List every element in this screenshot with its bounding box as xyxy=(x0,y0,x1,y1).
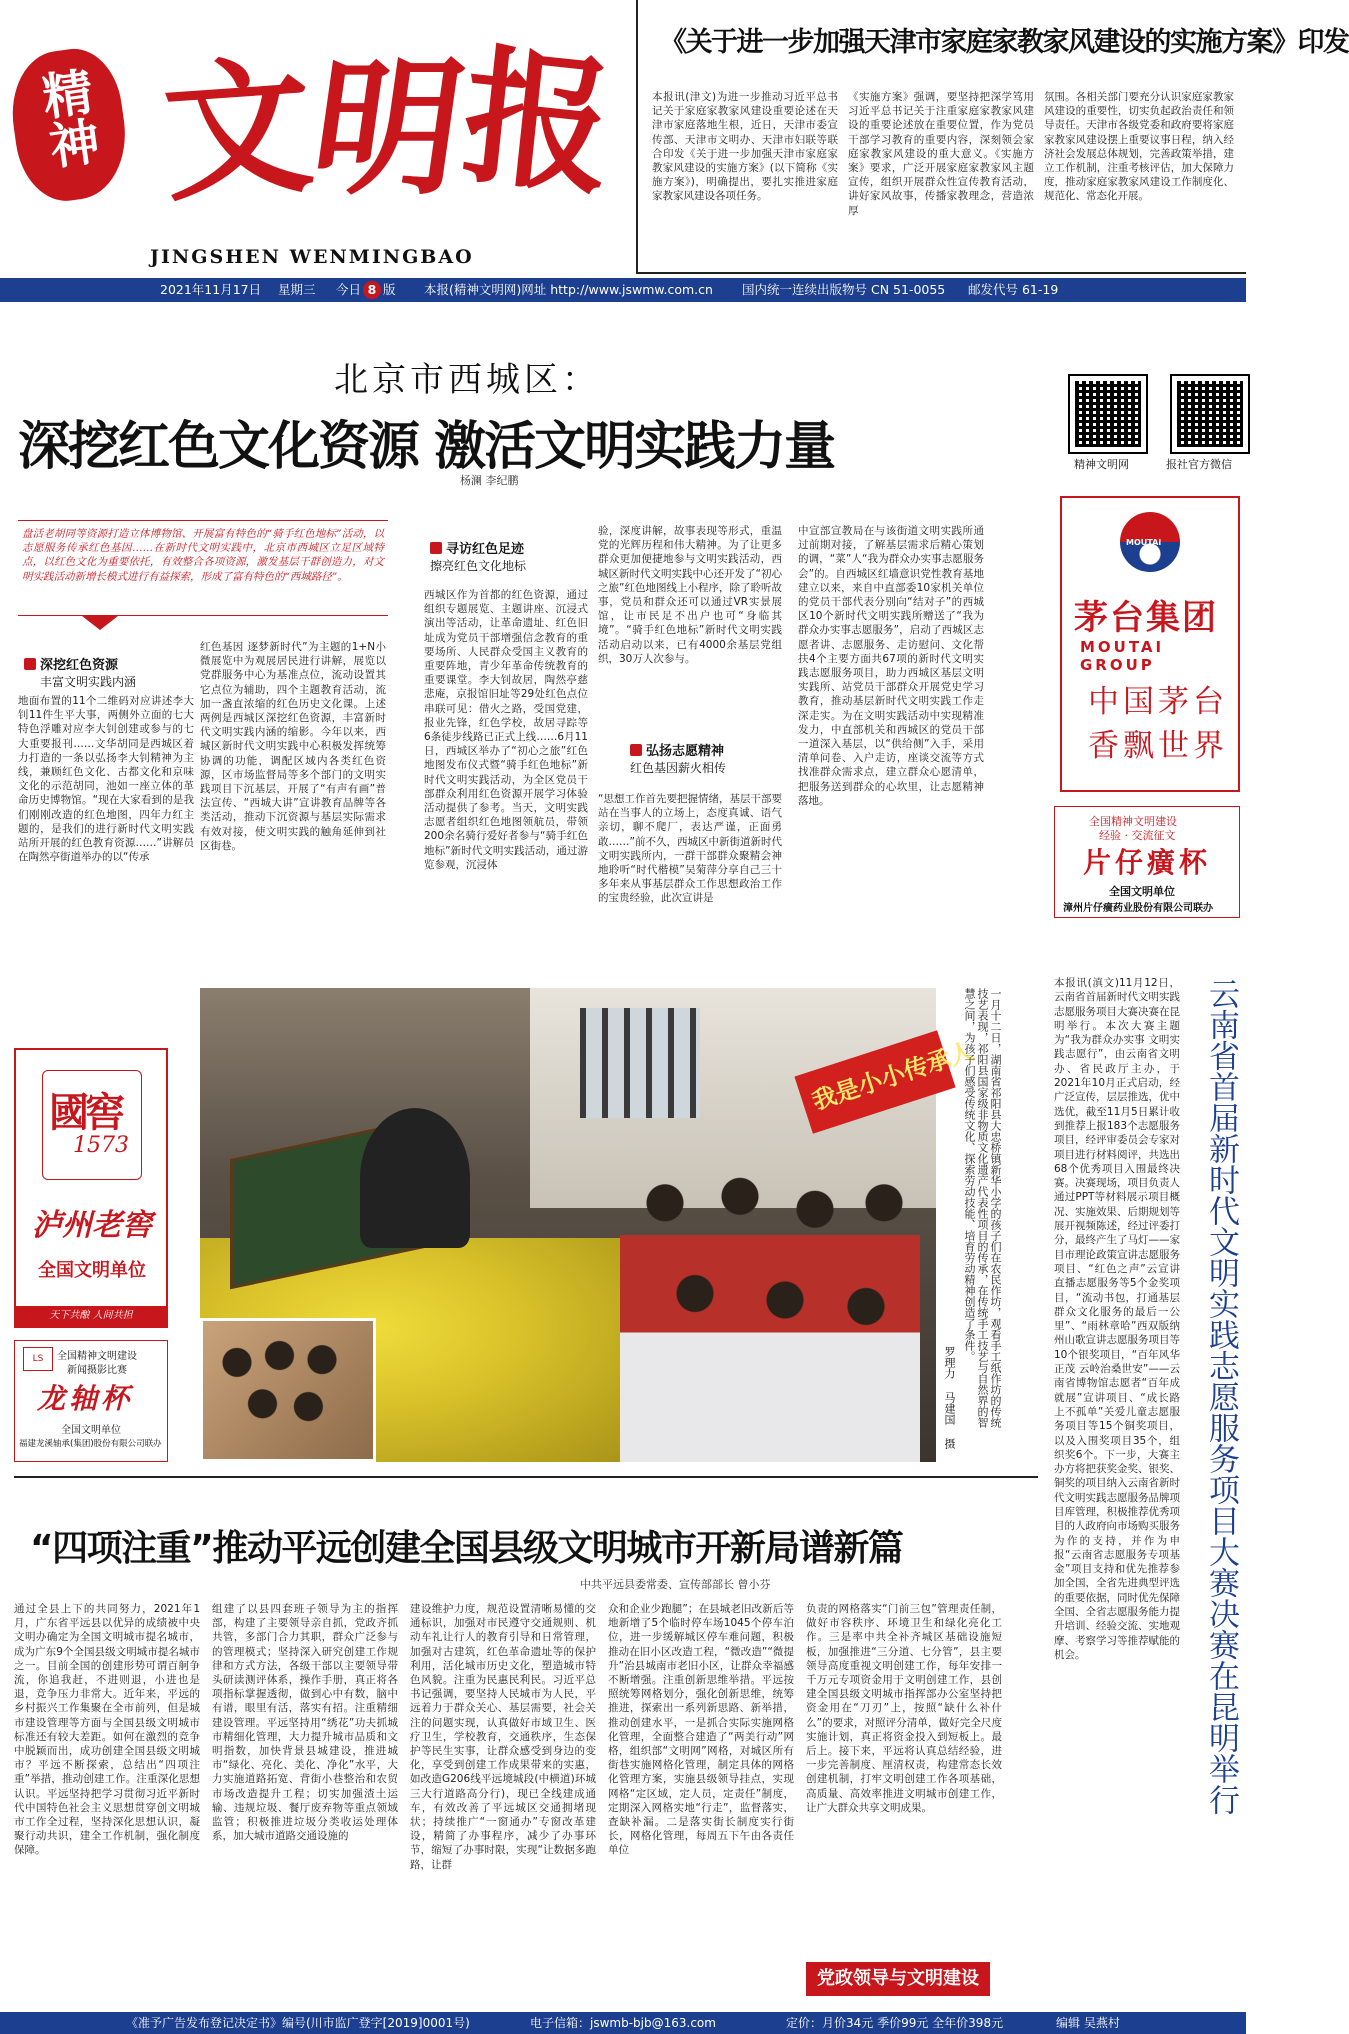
top-story xyxy=(636,0,1349,274)
lead-sec1-title: 深挖红色资源 xyxy=(40,658,119,673)
lead-sec1-text: 地面布置的11个二维码对应讲述李大钊11件生平大事，两侧外立面的七大特色浮雕对应李大钊创建或参与的七大重要报刊……文华胡同是西城区着力打造的一条以弘扬李大钊精神为主线，兼顾红色文化、古都文化和京味文化的示范胡同，池如一座立体的革命历史博物馆。“现在大家看到的是我们刚刚改造的红色地图，四年力红主题的，是我们的进行新时代文明实践站所开展的红色教育资源……”讲解员在陶然亭街道举办的以“传承 xyxy=(18,695,194,864)
masthead-seal-text: 精神 xyxy=(31,64,104,172)
dateline-site: 本报(精神文明网)网址 http://www.jswmw.com.cn xyxy=(424,282,713,297)
luzhou-name: 泸州老窖 xyxy=(32,1208,152,1243)
dateline-pages-num: 8 xyxy=(363,281,381,299)
masthead-char-ming: 明 xyxy=(301,41,475,215)
longzhou-logo-icon: LS xyxy=(23,1347,53,1371)
section-square-icon xyxy=(430,542,442,554)
footer-ad-license: 《准予广告发布登记决定书》编号(川市监广登字[2019]0001号) xyxy=(126,2016,470,2030)
dateline-pages xyxy=(336,278,396,302)
moutai-slogan1: 中国茅台 xyxy=(1088,684,1228,720)
moutai-logo-text: MOUTAI xyxy=(1126,538,1162,547)
luzhou-slogan: 天下共酿 人间共担 xyxy=(16,1306,166,1326)
lead-sec3-heading xyxy=(630,740,800,780)
footer-bar xyxy=(0,2012,1246,2034)
lz-name: 龙轴杯 xyxy=(37,1382,134,1415)
story2-col4: 众和企业少跑腿”；在县城老旧改新后等地新增了5个临时停车场1045个停车泊位，进一步缓解城区停车难问题，积极推动在旧小区改造工程，“微改造”“微提升”治县城南市老旧小区，让群众幸福感不断增强。注重创新思维举措。平远按照统筹网格划分，强化创新思维，统筹推进，探索出一系列新思路、新举措，推动创建水平，一是抓合实际实施网格化管理，全面整合建造了“两美行动”网格，组织部“文明网”网格，对城区所有街巷实施网格化管理，制定具体的网格化管理方案，实施县级领导挂点，实现网格“定区域，定人员，定责任”制度，定期深入网格实地“行走”，监督落实，查缺补漏。二是落实街长制度实行街长，网格化管理，每周五下午由各责任单位 xyxy=(608,1603,794,1857)
qr1-label: 精神文明网 xyxy=(1074,458,1129,471)
masthead-char-wen: 文 xyxy=(158,38,318,222)
longzhou-cup-ad[interactable] xyxy=(14,1340,168,1462)
story2-col1: 通过全县上下的共同努力，2021年1月，广东省平远县以优异的成绩被中央文明办确定为全国文明城市提名城市，成为广东9个全国县级文明城市提名城市之一。目前全国的创建形势可谓百舸争流，你追我赶，不进则退，小进也是退，竞争压力非常大。近年来，平远的乡村振兴工作集聚在全市前列，但是城市建设管理等方面与全国县级文明城市标准还有较大差距。如何在激烈的竞争中脱颖而出，成功创建全国县级文明城市？平远不断探索，总结出“四项注重”举措，推动创建工作。注重深化思想认识。平远坚持把学习贯彻习近平新时代中国特色社会主义思想贯穿创文明城市工作全过程，坚持深化思想认识，凝聚行动共识，建全工作机制，强化制度保障。 xyxy=(14,1603,200,1857)
story2-byline: 中共平远县委常委、宣传部部长 曾小芬 xyxy=(580,1578,771,1591)
lead-col4b-text: “思想工作首先要把握情绪，基层干部要站在当事人的立场上，态度真诚、语气亲切，聊不爬厂，表达严谨，正面勇敢……”前不久，西城区中新街道新时代文明实践所内，一群干部群众聚精会神地聆听“时代楷模”吴菊萍分享自己三十多年来从事基层群众工作思想政治工作的宝贵经验，此次宣讲是 xyxy=(598,793,782,905)
lz-top1: 全国精神文明建设 xyxy=(57,1351,137,1362)
story2-col3: 建设维护力度，规范设置清晰易懂的交通标识，加强对市民遵守交通规则、机动车礼让行人的教育引导和日常管理，加强对古建筑，红色革命遗址等的保护利用，活化城市历史文化，塑造城市特色风貌。注重为民惠民利民。习近平总书记强调，要坚持人民城市为人民，平远着力于群众关心、基层需要，社会关注的问题实现，认真做好市域卫生、医疗卫生，学校教育，交通秩序，生态保护等民生实事，让群众感受到身边的变化，享受到创建工作成果带来的实惠，如改造G206线平远境城段(中横道)环城三大行道路高分行)，现已全线建成通车，有效改善了平远城区交通拥堵现状；持续推广“一窗通办”专窗改革建设，精简了办事程序，减少了办事环节，缩短了办事时限，实现“让数据多跑路，让群 xyxy=(410,1603,596,1871)
dateline-pages-prefix: 今日 xyxy=(336,282,362,297)
lead-kicker: 北京市西城区： xyxy=(334,360,600,400)
lz-top2: 新闻摄影比赛 xyxy=(67,1365,127,1376)
dateline-postal: 邮发代号 61-19 xyxy=(968,282,1059,297)
qr-code-website[interactable] xyxy=(1070,376,1146,452)
lead-intro-box xyxy=(18,520,388,616)
top-story-col3: 氛围。各相关部门要充分认识家庭家教家风建设的重要性，切实负起政治责任和领导责任。天津市各级党委和政府要将家庭家教家风建设摆上重要议事日程，纳入经济社会发展总体规划，完善政策举措，建立工作机制，注重考核评估，加大保障力度，推动家庭家教家风建设工作制度化、规范化、常态化开展。 xyxy=(1044,91,1234,203)
pzh-name: 片仔癀杯 xyxy=(1083,846,1212,879)
lead-sec3-title: 弘扬志愿精神 xyxy=(646,744,725,759)
story2-badge: 党政领导与文明建设 xyxy=(806,1962,990,1996)
photo-banner: 我是小小传承人 xyxy=(794,1030,955,1133)
footer-price: 定价：月价34元 季价99元 全年价398元 xyxy=(786,2016,1004,2030)
photo-caption: 一月十二日，湖南省祁阳县大忠桥镇新华小学的孩子们在农民作坊，观看手工纸作坊的传统技艺表现，祁阳县国家级非物质文化遗产代表性项目的传承，在传统手工技艺与自然界的智慧之间，为孩子们感受传统文化、探索劳动技能、培育劳动精神创造了条件。 xyxy=(963,988,1002,1428)
pzh-company: 漳州片仔癀药业股份有限公司联办 xyxy=(1063,903,1213,914)
story2-col2: 组建了以县四套班子领导为主的指挥部，构建了主要领导亲自抓，党政齐抓共管，多部门合力其职，群众广泛参与的管理模式；坚持深入研究创建工作规律和方式方法，各级干部以主要领导带头研读测评体系，操作手册，真正将各项指标掌握透彻，做到心中有数，脑中有谱，眼里有活，落实有招。注重精细建设管理。平远坚持用“绣花”功夫抓城市精细化管理，大力提升城市品质和文明指数，加快背景县城建设，推进城市“绿化、亮化、美化、净化”水平，大力实施道路拓宽、背街小巷整治和农贸市场改造提升工程；切实加强渣土运输、违规垃圾、餐厅废弃物等重点领域监管；积极推进垃圾分类收运处理体系，加大城市道路交通设施的 xyxy=(212,1603,398,1843)
lead-sec1-sub: 丰富文明实践内涵 xyxy=(40,675,137,689)
story2-title: “四项注重”推动平远创建全国县级文明城市开新局谱新篇 xyxy=(30,1528,903,1569)
photo-credit: 罗理力 马建国 摄 xyxy=(943,1346,956,1449)
yunnan-text: 本报讯(滇文)11月12日，云南省首届新时代文明实践志愿服务项目大赛决赛在昆明举行。本次大赛主题为“我为群众办实事 文明实践志愿行”，由云南省文明办、省民政厅主办，于2021年10月正式启动，经广泛宣传，层层推选，优中选优，截至11月5日累计收到推荐上报183个志愿服务项目，经评审委员会专家对项目进行材料阅评，共选出68个优秀项目入围最终决赛。决赛现场，项目负责人通过PPT等材料展示项目概况、实施效果、后期规划等展开视频陈述，经过评委打分，最终产生了马灯——家目市理论政策宣讲志愿服务项目、“红色之声”云宣讲直播志愿服务等5个金奖项目，“流动书包，打通基层群众文化服务的最后一公里”、“雨林章哈”西双版纳州山歌宣讲志愿服务项目等10个银奖项目，“百年风华正茂 云岭治桑世安”——云南省博物馆志愿者“百年成就展”宣讲项目、“成长路上不孤单”关爱儿童志愿服务项目等15个铜奖项目，以及入围奖项目35个，组织奖6个。下一步，大赛主办方将把获奖金奖、银奖、铜奖的项目纳入云南省新时代文明实践志愿服务品牌项目库管理，积极推荐优秀项目的人政府向市场购买服务为作的支持，并作为申报“云南省志愿服务专项基金”项目支持和优先推荐参加全国，全省先进典型评选的重要依据，同时优先保障全国、全省志愿服务能力提升培训、经验交流、实地观摩、考察学习等推荐赋能的机会。 xyxy=(1054,977,1180,1661)
guojiao-text: 國窖 xyxy=(49,1089,121,1136)
masthead-logo xyxy=(14,27,621,222)
dateline-weekday: 星期三 xyxy=(278,282,316,297)
section-square-icon xyxy=(24,658,36,670)
lead-title: 深挖红色文化资源 激活文明实践力量 xyxy=(18,417,835,477)
masthead xyxy=(0,0,630,278)
yunnan-title: 云南省首届新时代文明实践志愿服务项目大赛决赛在昆明举行 xyxy=(1203,978,1239,1815)
masthead-pinyin: JINGSHEN WENMINGBAO xyxy=(150,246,474,268)
lead-byline: 杨澜 李纪鹏 xyxy=(460,474,519,487)
pzh-top2: 经验 · 交流征文 xyxy=(1099,829,1176,842)
lead-col5-text: 中宣部宣教局在与该街道文明实践所通过前期对接，了解基层需求后精心策划的调，“菜”人“我为群众办实事志愿服务会”的。自西城区红墙意识党性教育基地建立以来，来自中直部委10家机关单位的党员干部代表分别向“结对子”的西城区10个新时代文明实践所赠送了“我为群众办实事志愿服务”，启动了西城区志愿者讲、志愿服务、走访慰问、文化帮扶4个主要方面共67项的新时代文明实践志愿服务项目，助力西城区基层文明实践所、站党员干部群众开展党史学习教育，推动基层新时代文明实践工作走深走实。为在文明实践活动中实现精准发力，中直部机关和西城区的党员干部一道深入基层，以“供给侧”入手，采用清单问卷、入户走访，座谈交流等方式找准群众需求点，建立群众心愿清单，把服务送到群众的心坎里，让志愿精神落地。 xyxy=(798,525,984,807)
pzh-top: 全国精神文明建设 xyxy=(1089,815,1177,828)
moutai-logo-icon xyxy=(1120,512,1180,572)
moutai-en: MOUTAI GROUP xyxy=(1080,638,1165,674)
dateline-bar xyxy=(0,278,1246,302)
top-story-col1: 本报讯(津文)为进一步推动习近平总书记关于家庭家教家风建设重要论述在天津市家庭落地生根，近日，天津市委宣传部、天津市文明办、天津市妇联等联合印发《关于进一步加强天津市家庭家教家风建设的实施方案》(以下简称《实施方案》)，明确提出，要扎实推进家庭家教家风建设各项任务。 xyxy=(652,91,838,203)
lead-col3-text: 西城区作为首都的红色资源，通过组织专题展览、主题讲座、沉浸式演出等活动，让革命遗址、红色旧址成为党员干部增强信念教育的重要场所、人民群众受国主义教育的重要阵地，青少年革命传统教育的重要课堂。李大钊故居，陶然亭慈悲庵，京报馆旧址等29处红色点位串联可见：借火之路，受国党建，报业先锋，红色学校，故居寻踪等6条徒步线路已正式上线……6月11日，西城区举办了“初心之旅”红色地图发布仪式暨“骑手红色地标”新时代文明实践活动，为全区党员干部群众利用红色资源开展学习体验活动提供了参考。当天，文明实践志愿者组织红色地图领航员，带领200余名骑行爱好者参与“骑手红色地标”新时代文明实践活动，通过游览参观，沉浸体 xyxy=(424,589,588,871)
pianzaihuang-ad[interactable] xyxy=(1054,806,1240,918)
top-story-title: 《关于进一步加强天津市家庭家教家风建设的实施方案》印发 xyxy=(660,27,1349,58)
lead-sec3-sub: 红色基因薪火相传 xyxy=(630,761,727,775)
masthead-char-bao: 报 xyxy=(455,27,621,217)
guojiao-logo xyxy=(42,1070,142,1180)
lead-sec2-heading xyxy=(430,538,600,578)
luzhou-laojiao-ad[interactable] xyxy=(14,1048,168,1328)
lz-company: 福建龙溪轴承(集团)股份有限公司联办 xyxy=(19,1439,162,1449)
dateline-pages-suffix: 版 xyxy=(383,282,396,297)
lead-sec2-title: 寻访红色足迹 xyxy=(446,542,525,557)
qr2-label: 报社官方微信 xyxy=(1166,458,1232,471)
luzhou-unit: 全国文明单位 xyxy=(38,1260,146,1281)
guojiao-sub: 1573 xyxy=(73,1133,129,1158)
footer-email: 电子信箱：jswmb-bjb@163.com xyxy=(530,2016,716,2030)
qr-code-wechat[interactable] xyxy=(1172,376,1248,452)
moutai-ad[interactable] xyxy=(1060,496,1240,792)
section-divider xyxy=(14,1476,1038,1478)
dateline-cn: 国内统一连续出版物号 CN 51-0055 xyxy=(742,282,946,297)
photo-worker xyxy=(360,1108,470,1248)
lead-col2-text: 红色基因 逐梦新时代”为主题的1+N小微展览中为观展居民进行讲解，展览以党群服务中心为基准点位，流动设置其它点位为辅助，四个主题教育活动，流加一盏直浓缩的红色历史文化课。上述两例是西城区深挖红色资源，丰富新时代文明实践内涵的缩影。今年以来，西城区新时代文明实践中心积极发挥统筹协调的功能，调配区域内各类红色资源，区市场监督局等多个部门的文明实践项目下沉基层，开展了“有声有画”普法宣传、“西城大讲”宣讲教育品牌等各类活动，推动下沉资源与基层实际需求有效对接，使文明实践的触角延伸到社区街巷。 xyxy=(200,641,386,852)
lead-intro: 盘活老胡同等资源打造立体博物馆、开展富有特色的“骑手红色地标”活动，以志愿服务传承红色基因……在新时代文明实践中，北京市西城区立足区域特点，以红色文化为重要依托，有效整合各项资源，激发基层干群创造力，对文明实践活动新增长模式进行有益探索，形成了富有特色的“西城路径”。 xyxy=(22,528,384,583)
footer-editor: 编辑 吴燕村 xyxy=(1056,2016,1120,2030)
pzh-unit: 全国文明单位 xyxy=(1109,885,1175,898)
photo-window xyxy=(580,1008,700,1118)
lead-sec2-sub: 擦亮红色文化地标 xyxy=(430,559,527,573)
section-square-icon xyxy=(630,744,642,756)
photo-children xyxy=(620,1138,920,1462)
lead-col4-text: 验，深度讲解，故事表现等形式，重温党的光辉历程和伟大精神。为了让更多群众更加便捷地参与文明实践活动，西城区新时代文明实践中心还开发了“初心之旅”红色地图线上小程序，除了聆听故事，党员和群众还可以通过VR实景展馆，让市民足不出户也可“身临其境”。“骑手红色地标”新时代文明实践活动启动以来，已有4000余基层党组织，30万人次参与。 xyxy=(598,525,782,665)
masthead-seal xyxy=(4,43,134,207)
lead-intro-marker xyxy=(82,616,118,630)
lz-unit: 全国文明单位 xyxy=(61,1425,121,1436)
moutai-slogan2: 香飘世界 xyxy=(1088,728,1228,764)
moutai-cn: 茅台集团 xyxy=(1074,598,1218,638)
inset-photo xyxy=(200,1318,376,1462)
lead-sec1-heading xyxy=(24,654,204,694)
top-story-col2: 《实施方案》强调，要坚持把深学笃用习近平总书记关于注重家庭家教家风建设的重要论述放在重要位置，作为党员干部学习教育的重要内容，深刻领会家庭家教家风建设的重大意义。《实施方案》要求，广泛开展家庭家教家风主题宣传，组织开展群众性宣传教育活动，讲好家风故事，传播家教理念，营造浓厚 xyxy=(848,91,1034,217)
story2-col5: 负责的网格落实“门前三包”管理责任制，做好市容秩序、环境卫生和绿化亮化工作。三是率中共全补齐城区基础设施短板，加强推进“三分道、七分管”，县主要领导高度重视文明创建工作，每年安排一千万元专项资金用于文明创建工作，县创建全国县级文明城市指挥部办公室坚持把资金用在“刀刃”上，按照“缺什么补什么”的要求，对照评分清单，做好完全尺度实施计划，真正将资金投入到短板上。最后上。接下来，平远将认真总结经验，进一步完善制度、厘清权责，构建常态长效创建机制，打牢文明创建工作各项基础，高质量、高效率推进文明城市创建工作，让广大群众共享文明成果。 xyxy=(806,1603,1002,1814)
dateline-date: 2021年11月17日 xyxy=(160,282,262,297)
